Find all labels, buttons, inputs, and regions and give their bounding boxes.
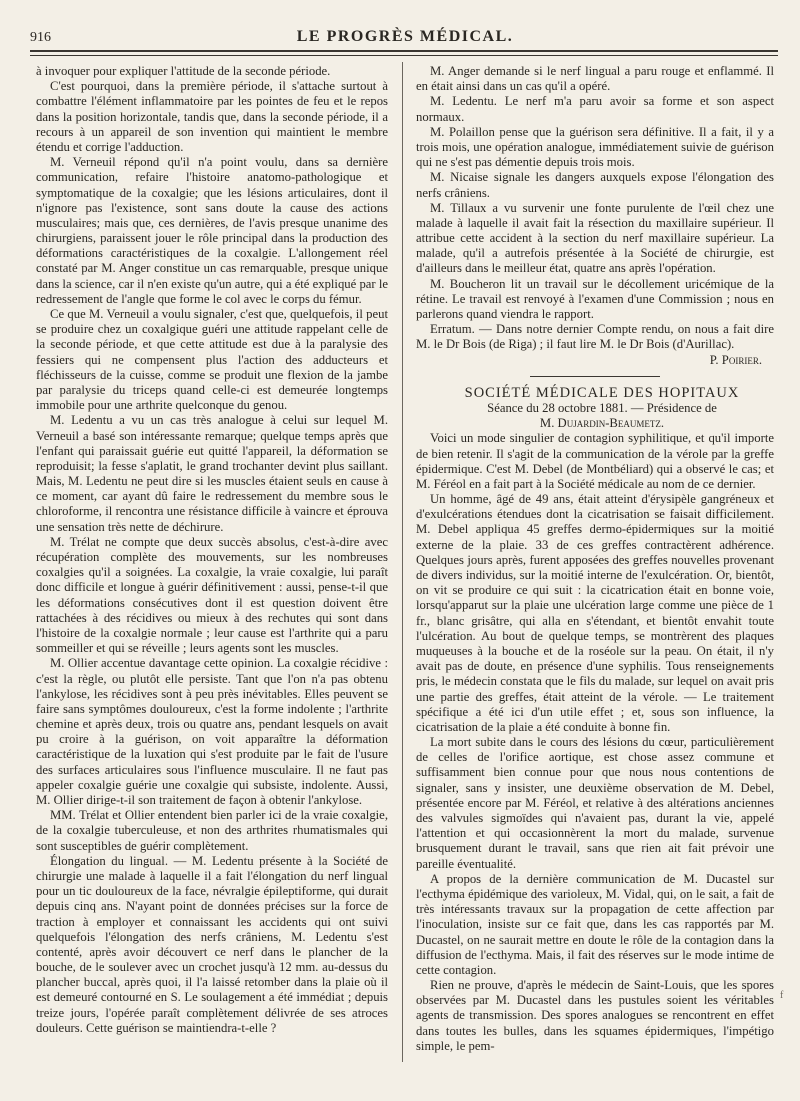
paragraph: Voici un mode singulier de contagion syphilitique, et qu'il importe de bien retenir. Il s'agit de la communication de la vérole par la greffe épidermique. C'est M. Debel (de Montbéliard) qui a observé le cas; et M. Féréol en a fait part à la Société médicale au nom de ce dernier.	[416, 431, 774, 491]
paragraph: Erratum. — Dans notre dernier Compte rendu, on nous a fait dire M. le Dr Bois (de Riga) ; il faut lire M. le Dr Bois (d'Aurillac).	[416, 322, 774, 352]
paragraph: à invoquer pour expliquer l'attitude de la seconde période.	[36, 64, 331, 78]
page-header	[30, 26, 780, 48]
paragraph: M. Polaillon pense que la guérison sera définitive. Il a fait, il y a trois mois, une opération analogue, immédiatement suivie de guérison qui ne s'est pas démentie depuis trois mois.	[416, 124, 774, 170]
paragraph: La mort subite dans le cours des lésions du cœur, particulièrement de celles de l'orifice aortique, est chose assez commune et suffisamment bien connue pour que nous nous contentions de signaler, sans y insister, une deuxième observation de M. Debel, présentée encore par M. Féréol, et relative à des altérations anciennes des valvules sigmoïdes qui n'avaient pas, durant la vie, appelé l'attention et qui occasionnèrent la mort du malade, survenue brusquement durant le travail, sans que rien ait fait prévoir une pareille éventualité.	[416, 735, 774, 871]
seance-line: Séance du 28 octobre 1881. — Présidence de	[487, 400, 717, 415]
paragraph: M. Trélat ne compte que deux succès absolus, c'est-à-dire avec récupération complète des mouvements, sur les nombreuses coxalgies qu'il a soignées. La coxalgie, la vraie coxalgie, lui paraît donc difficile et longue à guérir définitivement : aussi, pense-t-il que les déformations consécutives dont il est question doivent être rattachées à des récidives ou mieux à des rechutes qui sont dans l'histoire de la coxalgie normale ; leur cause est l'arthrite qui a paru sommeiller et qui se réveille ; leurs agents sont les muscles.	[36, 534, 388, 656]
page-number: 916	[30, 30, 51, 45]
left-column	[36, 64, 388, 1036]
paragraph: M. Ledentu. Le nerf m'a paru avoir sa forme et son aspect normaux.	[416, 94, 774, 124]
paragraph: Élongation du lingual. — M. Ledentu présente à la Société de chirurgie une malade à laquelle il a fait l'élongation du nerf lingual pour un tic douloureux de la face, névralgie épileptiforme, qui durait depuis cinq ans. N'ayant point de données précises sur la force de traction à employer et connaissant les accidents qui ont suivi quelquefois l'élongation des nerfs crâniens, M. Ledentu s'est contenté, après avoir découvert ce nerf dans le plancher de la bouche, de le soulever avec un crochet jusqu'à 12 mm. au-dessus du plancher buccal, après quoi, il l'a laissé retomber dans la plaie où il est demeuré contourné en S. Le soulagement a été immédiat ; depuis treize jours, l'opérée paraît complètement délivrée de ses atroces douleurs. Cette guérison se maintiendra-t-elle ?	[36, 853, 388, 1035]
paragraph: MM. Trélat et Ollier entendent bien parler ici de la vraie coxalgie, de la coxalgie tuberculeuse, et non des arthrites rhumatismales qui sont susceptibles de guérir complètement.	[36, 808, 388, 853]
paragraph: M. Ollier accentue davantage cette opinion. La coxalgie récidive : c'est la règle, ou plutôt elle persiste. Tant que l'on n'a pas obtenu l'ankylose, les récidives sont à peu près inévitables. Elles peuvent se faire sans symptômes douloureux, c'est la forme indolente ; l'arthrite chemine et après deux, trois ou quatre ans, pendant lesquels on avait pu croire à la guérison, on voit apparaître la déformation caractéristique de la luxation qui s'est produite par le fait de l'usure des surfaces articulaires sous l'influence musculaire. Il ne faut pas appeler coxalgie guérie une coxalgie qui subsiste, indolente. Aussi, M. Ollier dirige-t-il son traitement de façon à obtenir l'ankylose.	[36, 656, 388, 807]
paragraph: Ce que M. Verneuil a voulu signaler, c'est que, quelquefois, il peut se produire chez un coxalgique guéri une attitude rappelant celle de la seconde période, et que cette attitude est due à la paralysie des fessiers qui ne compensent plus l'action des adducteurs et fléchisseurs de la cuisse, comme se produit une flexion de la jambe par paralysie du triceps quand celle-ci est demeurée longtemps immobile pour une arthrite quelconque du genou.	[36, 307, 388, 413]
paragraph: M. Boucheron lit un travail sur le décollement uricémique de la rétine. Le travail est renvoyé à l'examen d'une Commission ; nous en parlerons quand viendra le rapport.	[416, 276, 774, 321]
paragraph: M. Verneuil répond qu'il n'a point voulu, dans sa dernière communication, refaire l'histoire anatomo-pathologique et symptomatique de la coxalgie; que les lésions articulaires, dont il n'ignore pas l'existence, sont sans doute la cause des actions musculaires; mais que, ces dernières, de l'avis presque unanime des chirurgiens, paraissent jouer le rôle principal dans la production des déformations caractéristiques de la coxalgie. L'allongement réel constaté par M. Anger constitue un cas remarquable, presque unique dans la science, car il n'en existe qu'un autre, qui a été expliqué par le redressement de l'angle que forme le col avec le corps du fémur.	[36, 155, 388, 306]
journal-title: LE PROGRÈS MÉDICAL.	[296, 28, 514, 45]
paragraph: M. Nicaise signale les dangers auxquels expose l'élongation des nerfs crâniens.	[416, 170, 774, 200]
margin-mark: f	[780, 990, 784, 1001]
header-rule-thick	[30, 50, 778, 52]
header-rule-thin	[30, 55, 778, 56]
paragraph: Un homme, âgé de 49 ans, était atteint d'érysipèle gangréneux et d'exulcérations étendues dont la cicatrisation se faisait difficilement. M. Debel appliqua 45 greffes dermo-épidermiques sur la moitié externe de la plaie. 33 de ces greffes contractèrent adhérence. Quelques jours après, furent apposées des greffes nouvelles provenant de divers individus, sur la moitié interne de l'exulcération. Or, bientôt, on vit se produire ce qui suit : la cicatrication était en bonne voie, lorsqu'apparut sur la plaie une ulcération large comme une pièce de 1 fr., blanc grisâtre, qui alla en s'étendant, et bientôt envahit toute l'ulcération. Au bout de quelque temps, se montrèrent des plaques muqueuses à la bouche et de la roséole sur la peau. On était, il n'y avait pas de doute, en présence d'une syphilis. Tous renseignements pris, le médecin constata que le fils du malade, sur lequel on avait pris une partie des greffes, était atteint de la vérole. — Le traitement spécifique a été ici d'un utile effet ; et, sous son influence, la cicatrisation de la plaie a été conduite à bonne fin.	[416, 492, 774, 734]
paragraph: M. Tillaux a vu survenir une fonte purulente de l'œil chez une malade à laquelle il avait fait la résection du maxillaire supérieur. Il attribue cette accident à la section du nerf maxillaire supérieur. La malade, qu'il a autrefois présentée à la Société de chirurgie, est d'ailleurs dans le meilleur état, quatre ans après l'opération.	[416, 200, 774, 276]
paragraph: A propos de la dernière communication de M. Ducastel sur l'ecthyma épidémique des varioleux, M. Vidal, qui, on le sait, a fait de très intéressants travaux sur la propagation de cette affection par l'inoculation, insiste sur ce fait que, dans les cas rapportés par M. Ducastel, on ne saurait mettre en doute le rôle de la contagion dans la diffusion de l'ecthyma. Mais, il fait des réserves sur le mode intime de cette contagion.	[416, 871, 774, 977]
right-column	[416, 64, 774, 1054]
paragraph: C'est pourquoi, dans la première période, il s'attache surtout à combattre l'élément inflammatoire par les pointes de feu et le repos dans la position horizontale, tandis que, dans la seconde période, il a recours à un appareil de son invention qui maintient le membre étendu et corrige l'adduction.	[36, 79, 388, 154]
seance-president: M. Dujardin-Beaumetz.	[539, 416, 665, 431]
section-rule	[530, 376, 660, 377]
signature: P. Poirier.	[709, 352, 762, 367]
paragraph: Rien ne prouve, d'après le médecin de Saint-Louis, que les spores observées par M. Ducastel dans les pustules soient les véritables agents de transmission. Des spores analogues se rencontrent en effet dans toutes les bulles, dans les squames épidermiques, l'impétigo simple, le pem-	[416, 978, 774, 1053]
column-divider	[402, 62, 403, 1062]
paragraph: M. Anger demande si le nerf lingual a paru rouge et enflammé. Il en était ainsi dans un cas qu'il a opéré.	[416, 64, 774, 94]
paragraph: M. Ledentu a vu un cas très analogue à celui sur lequel M. Verneuil a basé son intéressante remarque; quelque temps après que l'enfant qui paraissait guérie eut quitté l'appareil, la déformation se reproduisit; la fesse s'aplatit, le grand trochanter devint plus saillant. Mais, M. Ledentu ne peut dire si les muscles étaient seuls en cause à ce moment, car ayant dû faire le redressement du membre sous le chloroforme, il rencontra une résistance difficile à vaincre et éprouva une sensation très nette de déchirure.	[36, 413, 388, 534]
section-title: SOCIÉTÉ MÉDICALE DES HOPITAUX	[464, 384, 740, 401]
